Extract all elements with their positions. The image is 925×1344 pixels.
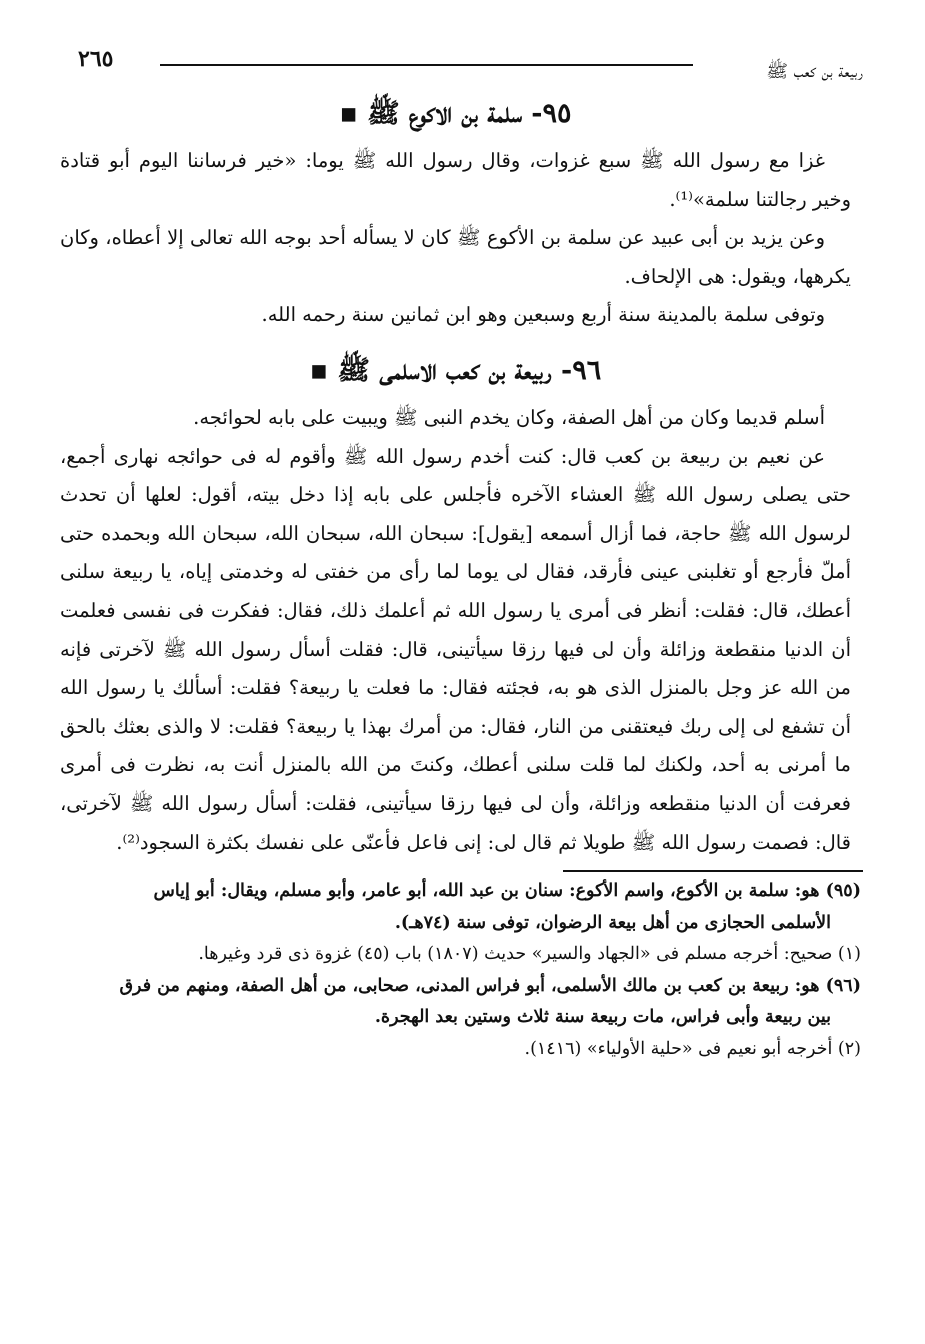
section-heading-96: ٩٦- ربيعة بن كعب الاسلمى ﷺ ▪ xyxy=(309,354,602,386)
footnote-96: (٩٦) هو: ربيعة بن كعب بن مالك الأسلمى، أبو فراس المدنى، صحابى، من أهل الصفة، ومنهم من فرق xyxy=(119,975,861,996)
paragraph: وتوفى سلمة بالمدينة سنة أربع وسبعين وهو ابن ثمانين سنة رحمه الله. xyxy=(261,303,825,327)
section-heading-95: ٩٥- سلمة بن الاكوع ﷺ ▪ xyxy=(339,98,572,129)
footnote-95-continued: الأسلمى الحجازى من أهل بيعة الرضوان، توفى سنة (٧٤هـ). xyxy=(394,912,831,933)
paragraph: غزا مع رسول الله ﷺ سبع غزوات، وقال رسول الله ﷺ يوما: «خير فرساننا اليوم أبو قتادة وخير رجالتنا سلمة»⁽¹⁾. xyxy=(60,149,851,211)
footnote-2: (٢) أخرجه أبو نعيم فى «حلية الأولياء» (١٤١٦). xyxy=(524,1038,861,1059)
footnote-1: (١) صحيح: أخرجه مسلم فى «الجهاد والسير» حديث (١٨٠٧) باب (٤٥) غزوة ذى قرد وغيرها. xyxy=(198,944,861,965)
main-body xyxy=(60,94,851,862)
footnote-96-continued: بين ربيعة وأبى فراس، مات ربيعة سنة ثلاث وستين بعد الهجرة. xyxy=(374,1007,831,1028)
page-number: ٢٦٥ xyxy=(78,46,114,72)
paragraph: وعن يزيد بن أبى عبيد عن سلمة بن الأكوع ﷺ كان لا يسأله أحد بوجه الله تعالى إلا أعطاه، وكان يكرهها، ويقول: هى الإلحاف. xyxy=(60,226,851,288)
footnote-divider xyxy=(563,870,863,872)
footnote-95: (٩٥) هو: سلمة بن الأكوع، واسم الأكوع: سنان بن عبد الله، أبو عامر، وأبو مسلم، ويقال: أبو إياس xyxy=(153,881,861,902)
running-title: ربيعة بن كعب ﷺ xyxy=(766,61,863,82)
paragraph: أسلم قديما وكان من أهل الصفة، وكان يخدم النبى ﷺ ويبيت على بابه لحوائجه. xyxy=(193,405,825,429)
footnotes xyxy=(60,876,861,1065)
paragraph: عن نعيم بن ربيعة بن كعب قال: كنت أخدم رسول الله ﷺ وأقوم له فى حوائجه نهارى أجمع، حتى يصلى رسول الله ﷺ العشاء الآخره فأجلس على بابه إذا دخل بيته، أقول: لعلها أن تحدث لرسول الله ﷺ حاجة، فما أزال أسمعه [يقول]: سبحان الله، سبحان الله، سبحان الله وبحمده حتى أملّ فأرجع أو تغلبنى عينى فأرقد، فقال لى يوما لما رأى من خفتى له وخدمتى إياه، يا ربيعة سلنى أعطك، قال: فقلت: أنظر فى أمرى يا رسول الله ثم أعلمك ذلك، فقال: ففكرت فى نفسى فعلمت أن الدنيا منقطعة وزائلة وأن لى فيها رزقا سيأتينى، قال: فقلت أسأل رسول الله ﷺ لآخرتى فإنه من الله عز وجل بالمنزل الذى هو به، فجئته فقال: ما فعلت يا ربيعة؟ فقلت: أسألك يا رسول الله أن تشفع لى إلى ربك فيعتقنى من النار، فقال: من أمرك بهذا يا ربيعة؟ فقلت: لا والذى بعثك بالحق ما أمرنى به أحد، ولكنك لما قلت سلنى أعطك، وكنتَ من الله بالمنزل أنت به، نظرت فى أمرى فعرفت أن الدنيا منقطعه وزائلة، وأن لى فيها رزقا سيأتينى، فقلت: أسأل رسول الله ﷺ لآخرتى، قال: فصمت رسول الله ﷺ طويلا ثم قال لى: إنى فاعل فأعنّى على نفسك بكثرة السجود⁽²⁾. xyxy=(60,444,851,854)
page-header xyxy=(60,38,863,82)
header-rule xyxy=(160,64,693,66)
